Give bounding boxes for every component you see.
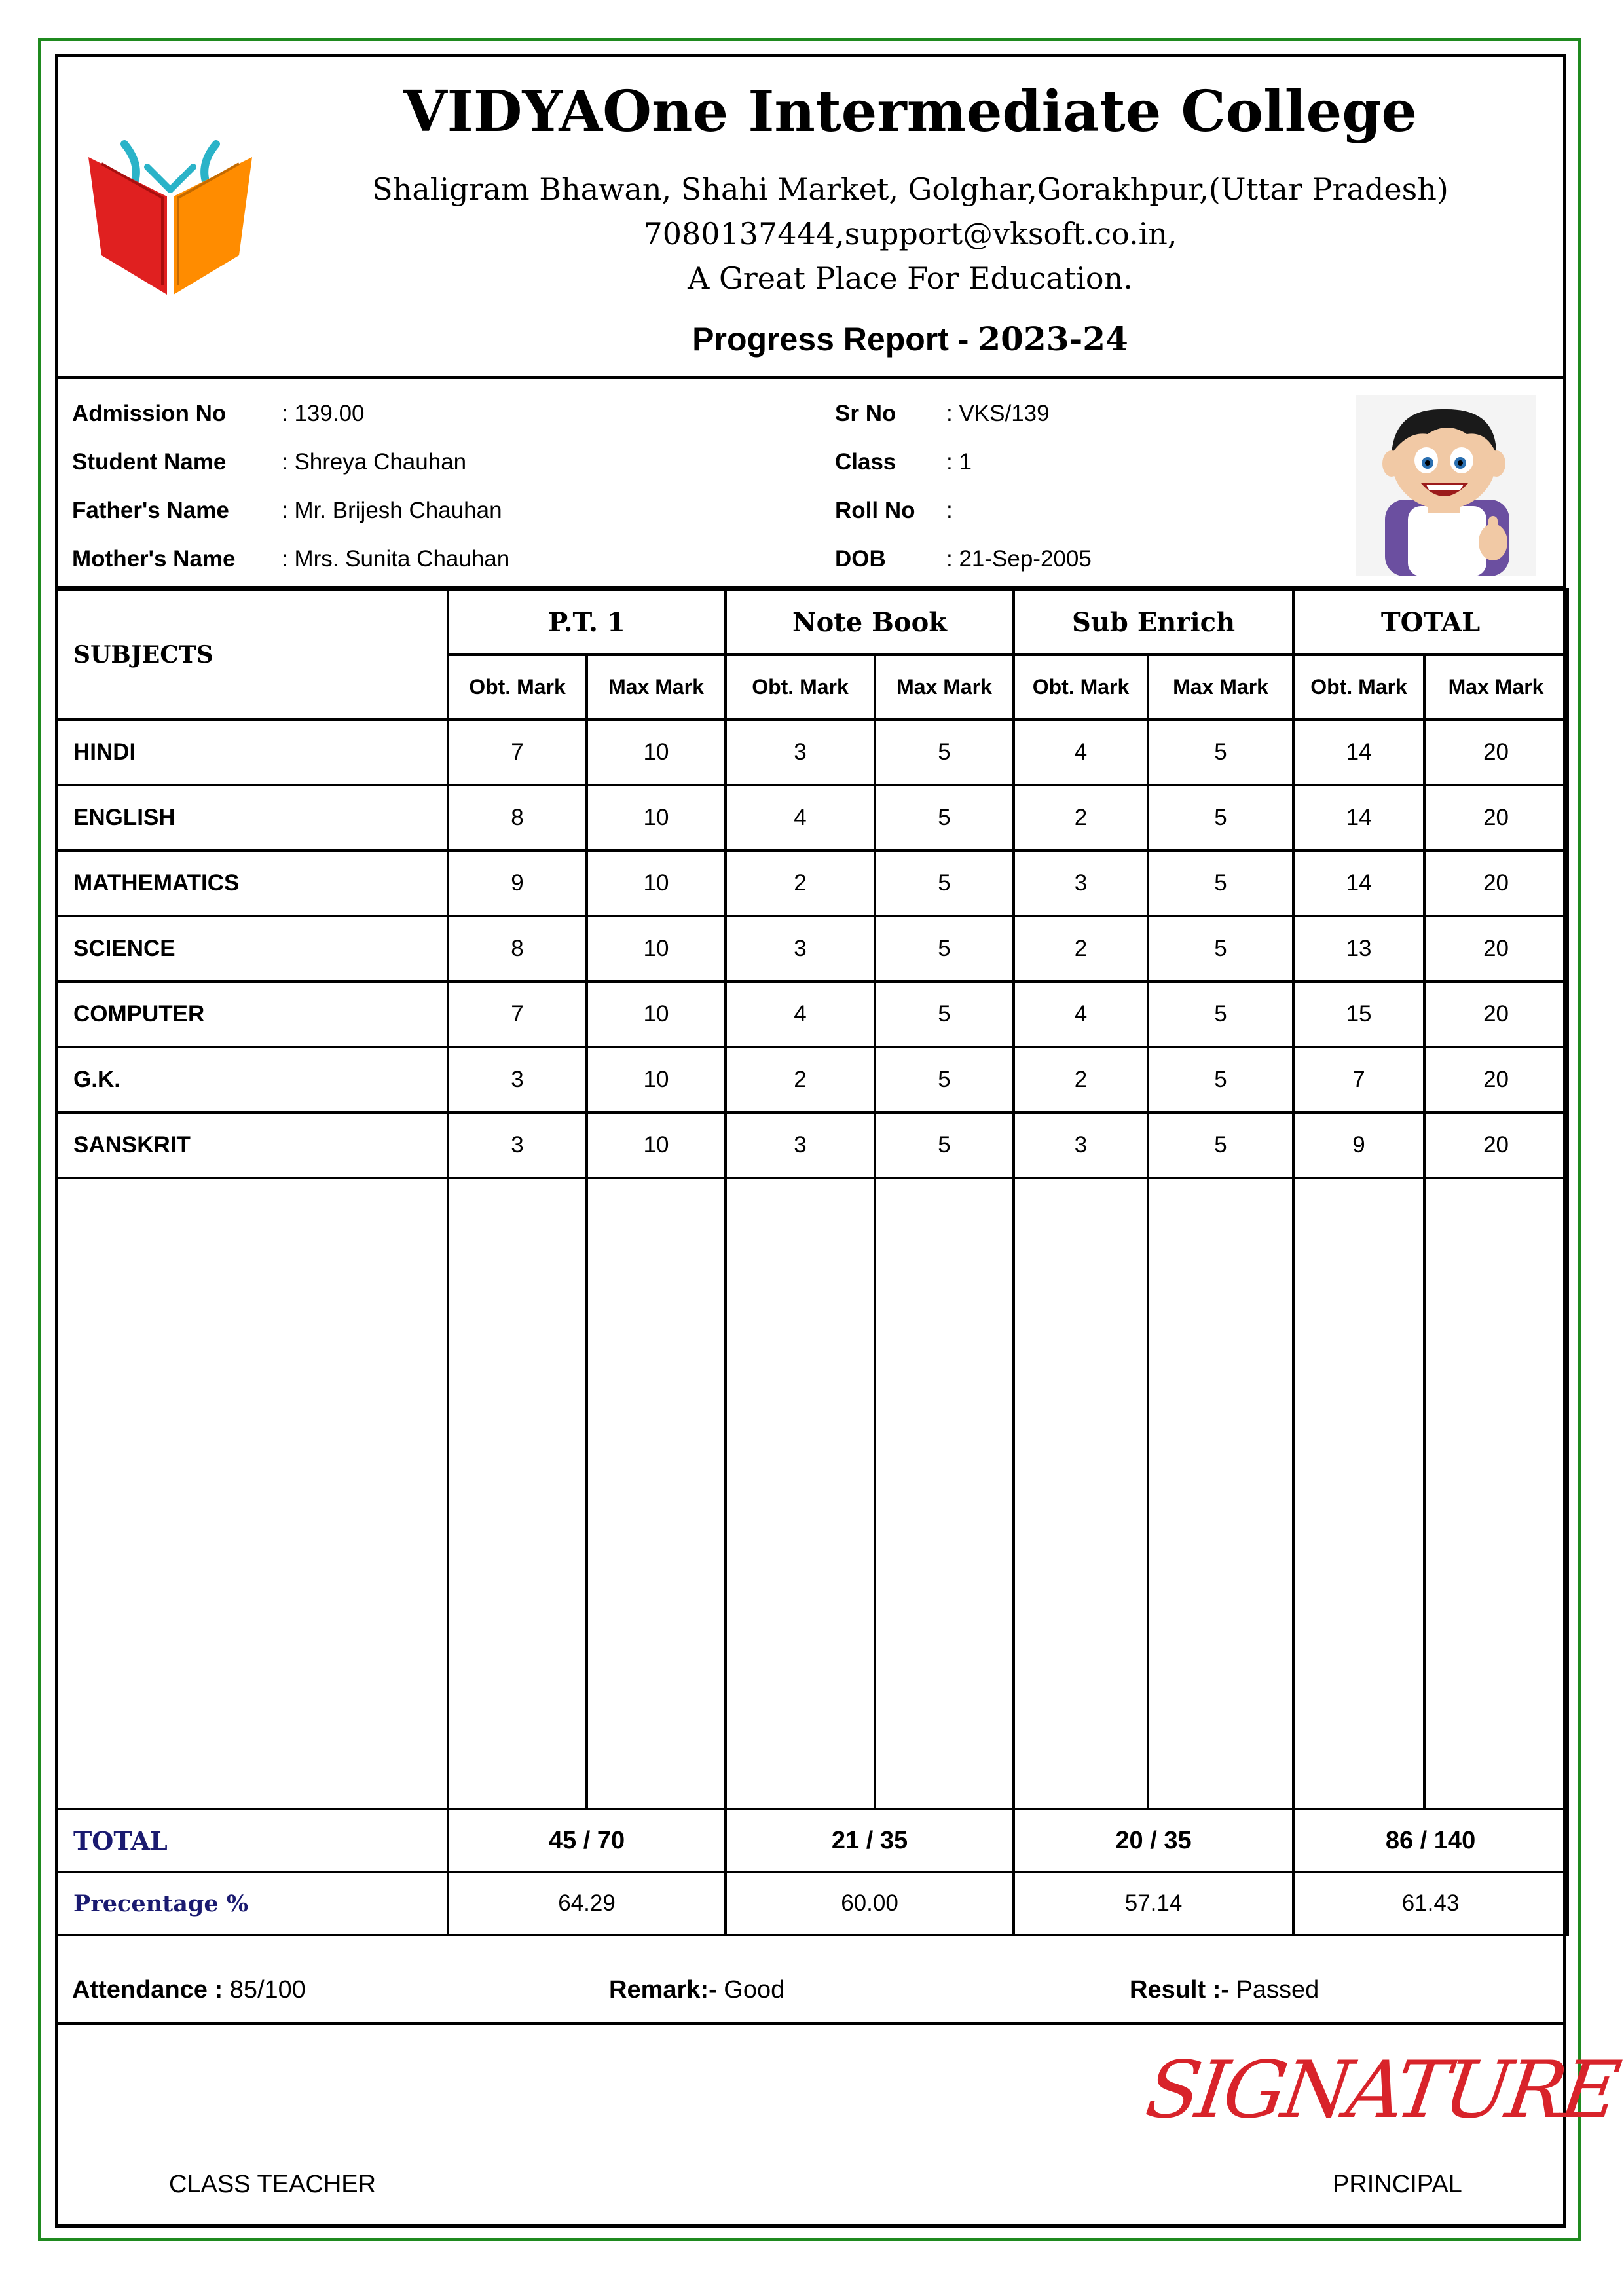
total-notebook: 21 / 35 bbox=[726, 1809, 1014, 1872]
max-mark-header: Max Mark bbox=[587, 655, 726, 720]
mark-total-obt: 15 bbox=[1293, 982, 1424, 1047]
school-logo-book-icon bbox=[85, 138, 255, 301]
group-header-pt1: P.T. 1 bbox=[448, 589, 726, 655]
mother-name-value: : Mrs. Sunita Chauhan bbox=[282, 546, 510, 572]
header-divider bbox=[56, 376, 1565, 379]
mark-pt1-max: 10 bbox=[587, 785, 726, 851]
principal-label: PRINCIPAL bbox=[1333, 2171, 1462, 2198]
mark-notebook-max: 5 bbox=[875, 851, 1014, 916]
table-empty-space bbox=[56, 1178, 1568, 1809]
father-name-value: : Mr. Brijesh Chauhan bbox=[282, 498, 502, 523]
mark-total-max: 20 bbox=[1424, 1112, 1568, 1178]
sr-no-label: Sr No bbox=[835, 401, 896, 426]
mark-total-max: 20 bbox=[1424, 1047, 1568, 1112]
subject-name: SCIENCE bbox=[56, 916, 448, 982]
mark-subenrich-max: 5 bbox=[1148, 785, 1293, 851]
class-value: : 1 bbox=[946, 449, 972, 475]
mark-total-obt: 14 bbox=[1293, 785, 1424, 851]
mark-subenrich-obt: 2 bbox=[1014, 1047, 1148, 1112]
obt-mark-header: Obt. Mark bbox=[1014, 655, 1148, 720]
school-tagline: A Great Place For Education. bbox=[688, 261, 1133, 296]
max-mark-header: Max Mark bbox=[1148, 655, 1293, 720]
school-contact: 7080137444,support@vksoft.co.in, bbox=[643, 216, 1177, 251]
mark-subenrich-max: 5 bbox=[1148, 1112, 1293, 1178]
mark-total-obt: 7 bbox=[1293, 1047, 1424, 1112]
table-row bbox=[56, 785, 1568, 851]
max-mark-header: Max Mark bbox=[1424, 655, 1568, 720]
mark-notebook-obt: 4 bbox=[726, 982, 875, 1047]
mother-name-label: Mother's Name bbox=[72, 546, 236, 572]
mark-notebook-obt: 3 bbox=[726, 1112, 875, 1178]
subject-name: SANSKRIT bbox=[56, 1112, 448, 1178]
mark-subenrich-obt: 4 bbox=[1014, 720, 1148, 785]
mark-notebook-obt: 2 bbox=[726, 1047, 875, 1112]
mark-subenrich-obt: 2 bbox=[1014, 916, 1148, 982]
subject-name: MATHEMATICS bbox=[56, 851, 448, 916]
mark-pt1-obt: 8 bbox=[448, 916, 587, 982]
report-title-label: Progress Report - bbox=[692, 321, 978, 358]
class-teacher-label: CLASS TEACHER bbox=[169, 2171, 377, 2198]
mark-total-obt: 14 bbox=[1293, 720, 1424, 785]
class-label: Class bbox=[835, 449, 896, 475]
total-sub-enrich: 20 / 35 bbox=[1014, 1809, 1293, 1872]
mark-pt1-max: 10 bbox=[587, 1047, 726, 1112]
mark-subenrich-obt: 4 bbox=[1014, 982, 1148, 1047]
student-name-label: Student Name bbox=[72, 449, 227, 475]
mark-notebook-max: 5 bbox=[875, 1112, 1014, 1178]
principal-signature-image bbox=[1140, 2042, 1623, 2140]
mark-pt1-obt: 7 bbox=[448, 982, 587, 1047]
remark bbox=[609, 1976, 784, 2004]
mark-notebook-max: 5 bbox=[875, 720, 1014, 785]
group-header-total: TOTAL bbox=[1293, 589, 1568, 655]
total-pt1: 45 / 70 bbox=[448, 1809, 726, 1872]
mark-pt1-obt: 8 bbox=[448, 785, 587, 851]
obt-mark-header: Obt. Mark bbox=[448, 655, 587, 720]
dob-label: DOB bbox=[835, 546, 886, 572]
remark-label: Remark:- bbox=[609, 1976, 724, 2004]
mark-pt1-obt: 9 bbox=[448, 851, 587, 916]
mark-total-max: 20 bbox=[1424, 982, 1568, 1047]
mark-pt1-obt: 3 bbox=[448, 1047, 587, 1112]
attendance-value: 85/100 bbox=[229, 1976, 306, 2004]
percentage-label: Precentage % bbox=[56, 1872, 448, 1935]
admission-no-label: Admission No bbox=[72, 401, 227, 426]
table-row bbox=[56, 1047, 1568, 1112]
mark-notebook-obt: 4 bbox=[726, 785, 875, 851]
percentage-pt1: 64.29 bbox=[448, 1872, 726, 1935]
total-grand: 86 / 140 bbox=[1293, 1809, 1568, 1872]
obt-mark-header: Obt. Mark bbox=[1293, 655, 1424, 720]
subjects-header: SUBJECTS bbox=[56, 589, 448, 720]
result bbox=[1130, 1976, 1319, 2004]
student-name-value: : Shreya Chauhan bbox=[282, 449, 467, 475]
mark-notebook-max: 5 bbox=[875, 1047, 1014, 1112]
mark-pt1-max: 10 bbox=[587, 851, 726, 916]
sr-no-value: : VKS/139 bbox=[946, 401, 1050, 426]
mark-subenrich-max: 5 bbox=[1148, 1047, 1293, 1112]
father-name-label: Father's Name bbox=[72, 498, 229, 523]
mark-total-obt: 13 bbox=[1293, 916, 1424, 982]
marks-table bbox=[55, 588, 1569, 1936]
subject-name: ENGLISH bbox=[56, 785, 448, 851]
max-mark-header: Max Mark bbox=[875, 655, 1014, 720]
mark-total-max: 20 bbox=[1424, 785, 1568, 851]
table-row bbox=[56, 720, 1568, 785]
mark-pt1-obt: 3 bbox=[448, 1112, 587, 1178]
roll-no-value: : bbox=[946, 498, 953, 523]
school-name: VIDYAOne Intermediate College bbox=[403, 79, 1418, 145]
attendance-label: Attendance : bbox=[72, 1976, 230, 2004]
mark-subenrich-max: 5 bbox=[1148, 720, 1293, 785]
mark-notebook-obt: 3 bbox=[726, 720, 875, 785]
result-value: Passed bbox=[1236, 1976, 1320, 2004]
mark-subenrich-max: 5 bbox=[1148, 982, 1293, 1047]
summary-divider bbox=[56, 2022, 1565, 2025]
mark-pt1-max: 10 bbox=[587, 982, 726, 1047]
mark-notebook-obt: 3 bbox=[726, 916, 875, 982]
group-header-notebook: Note Book bbox=[726, 589, 1014, 655]
mark-total-obt: 9 bbox=[1293, 1112, 1424, 1178]
mark-pt1-max: 10 bbox=[587, 916, 726, 982]
mark-pt1-max: 10 bbox=[587, 720, 726, 785]
percentage-row bbox=[56, 1872, 1568, 1935]
mark-subenrich-max: 5 bbox=[1148, 851, 1293, 916]
mark-notebook-max: 5 bbox=[875, 916, 1014, 982]
subject-name: G.K. bbox=[56, 1047, 448, 1112]
mark-subenrich-obt: 3 bbox=[1014, 1112, 1148, 1178]
mark-notebook-obt: 2 bbox=[726, 851, 875, 916]
school-address: Shaligram Bhawan, Shahi Market, Golghar,Gorakhpur,(Uttar Pradesh) bbox=[372, 172, 1449, 207]
student-photo-avatar bbox=[1356, 395, 1536, 576]
mark-pt1-obt: 7 bbox=[448, 720, 587, 785]
percentage-notebook: 60.00 bbox=[726, 1872, 1014, 1935]
mark-total-obt: 14 bbox=[1293, 851, 1424, 916]
total-row bbox=[56, 1809, 1568, 1872]
group-header-sub-enrich: Sub Enrich bbox=[1014, 589, 1293, 655]
subject-name: COMPUTER bbox=[56, 982, 448, 1047]
mark-subenrich-max: 5 bbox=[1148, 916, 1293, 982]
mark-total-max: 20 bbox=[1424, 720, 1568, 785]
mark-notebook-max: 5 bbox=[875, 785, 1014, 851]
roll-no-label: Roll No bbox=[835, 498, 915, 523]
table-row bbox=[56, 1112, 1568, 1178]
mark-notebook-max: 5 bbox=[875, 982, 1014, 1047]
result-label: Result :- bbox=[1130, 1976, 1236, 2004]
table-row bbox=[56, 916, 1568, 982]
admission-no-value: : 139.00 bbox=[282, 401, 365, 426]
subject-name: HINDI bbox=[56, 720, 448, 785]
mark-total-max: 20 bbox=[1424, 916, 1568, 982]
mark-subenrich-obt: 2 bbox=[1014, 785, 1148, 851]
mark-pt1-max: 10 bbox=[587, 1112, 726, 1178]
total-label: TOTAL bbox=[56, 1809, 448, 1872]
obt-mark-header: Obt. Mark bbox=[726, 655, 875, 720]
report-title bbox=[367, 320, 1454, 358]
percentage-total: 61.43 bbox=[1293, 1872, 1568, 1935]
report-session: 2023-24 bbox=[978, 320, 1128, 358]
attendance bbox=[72, 1976, 306, 2004]
table-row bbox=[56, 982, 1568, 1047]
table-row bbox=[56, 851, 1568, 916]
svg-text:SIGNATURE: SIGNATURE bbox=[1140, 2044, 1623, 2136]
mark-subenrich-obt: 3 bbox=[1014, 851, 1148, 916]
mark-total-max: 20 bbox=[1424, 851, 1568, 916]
percentage-sub-enrich: 57.14 bbox=[1014, 1872, 1293, 1935]
remark-value: Good bbox=[724, 1976, 785, 2004]
dob-value: : 21-Sep-2005 bbox=[946, 546, 1092, 572]
